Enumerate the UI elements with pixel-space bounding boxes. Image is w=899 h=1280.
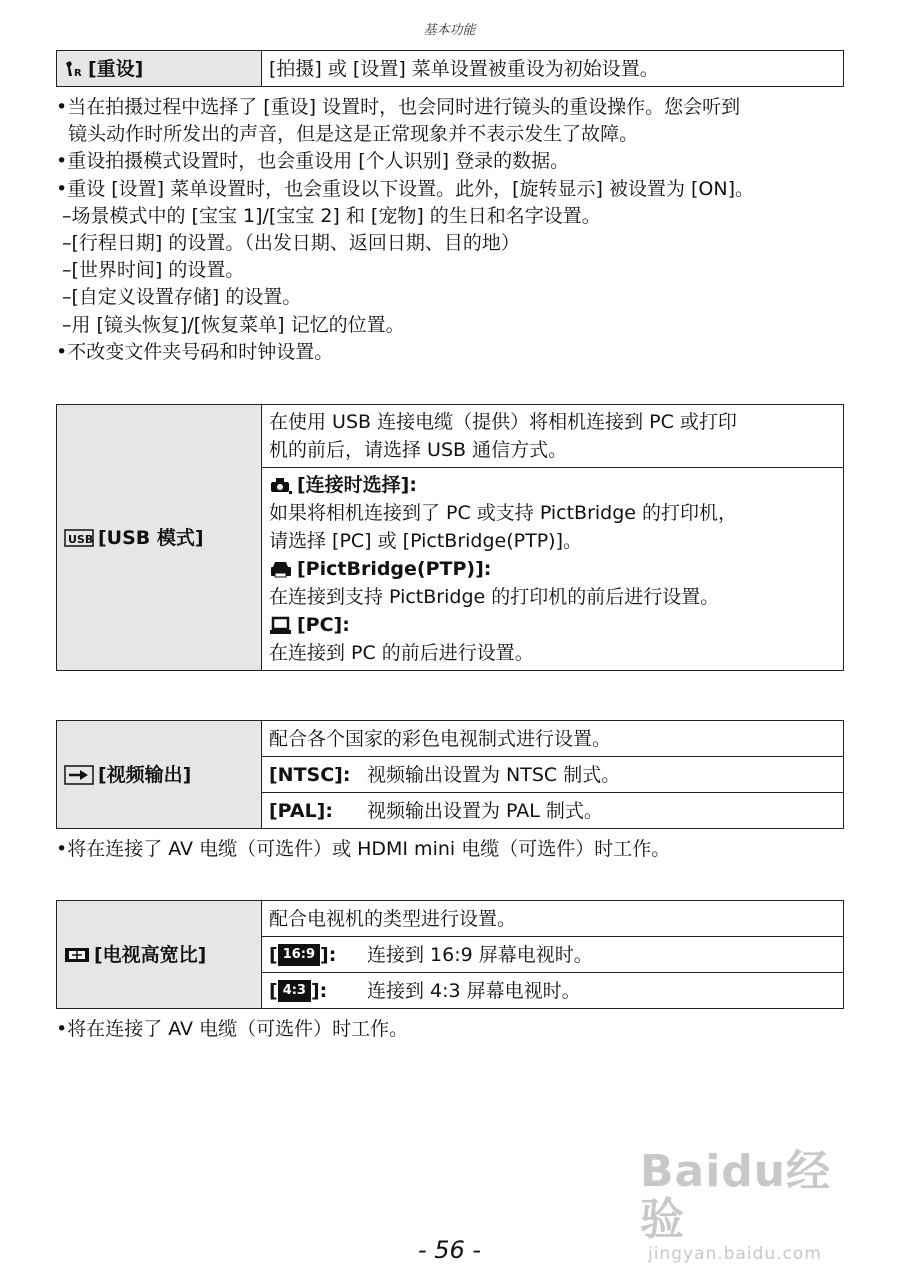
usb-pictbridge-option <box>269 555 836 583</box>
aspect-43-desc: 连接到 4:3 屏幕电视时。 <box>367 979 581 1002</box>
wrench-reset-icon <box>64 60 84 78</box>
pal-label: [PAL]: <box>269 799 333 822</box>
note-line: •重设 [设置] 菜单设置时，也会重设以下设置。此外，[旋转显示] 被设置为 [ON]。 <box>56 177 755 200</box>
ntsc-desc: 视频输出设置为 NTSC 制式。 <box>367 763 621 786</box>
note-line: –[世界时间] 的设置。 <box>62 259 245 282</box>
pc-icon <box>269 616 293 636</box>
watermark-url: jingyan.baidu.com <box>648 1244 822 1264</box>
aspect-169-cell <box>262 937 844 973</box>
usb-pictbridge-desc: 在连接到支持 PictBridge 的打印机的前后进行设置。 <box>269 586 720 608</box>
aspect-label-cell <box>57 901 262 1009</box>
page-number: - 56 - <box>417 1236 482 1264</box>
svg-text:USB: USB <box>68 533 94 546</box>
reset-notes <box>56 94 856 366</box>
video-table <box>56 720 844 829</box>
usb-label-cell <box>57 405 262 671</box>
usb-select-line: 请选择 [PC] 或 [PictBridge(PTP)]。 <box>269 530 582 552</box>
usb-table <box>56 404 844 671</box>
aspect-169-label: [ 16:9 ]: <box>269 943 337 966</box>
usb-desc-line: 机的前后，请选择 USB 通信方式。 <box>269 439 568 461</box>
video-pal-cell <box>262 793 844 829</box>
usb-options-cell <box>262 468 844 671</box>
reset-desc: [拍摄] 或 [设置] 菜单设置被重设为初始设置。 <box>262 51 844 87</box>
aspect-desc: 配合电视机的类型进行设置。 <box>262 901 844 937</box>
note-line: –[自定义设置存储] 的设置。 <box>62 286 302 309</box>
aspect-169-box: 16:9 <box>278 944 320 966</box>
camera-select-icon <box>269 476 293 496</box>
aspect-table <box>56 900 844 1009</box>
usb-desc-cell <box>262 405 844 468</box>
note-line: •当在拍摄过程中选择了 [重设] 设置时，也会同时进行镜头的重设操作。您会听到 <box>56 96 741 118</box>
note-line: •将在连接了 AV 电缆（可选件）或 HDMI mini 电缆（可选件）时工作。 <box>56 838 671 860</box>
note-line: –场景模式中的 [宝宝 1]/[宝宝 2] 和 [宠物] 的生日和名字设置。 <box>62 204 601 227</box>
video-label: [视频输出] <box>98 763 192 786</box>
usb-pictbridge-title: [PictBridge(PTP)]: <box>297 558 492 580</box>
note-line: –用 [镜头恢复]/[恢复菜单] 记忆的位置。 <box>62 313 405 336</box>
reset-table <box>56 50 844 87</box>
reset-label: [重设] <box>88 57 144 80</box>
reset-label-cell <box>57 51 262 87</box>
note-line: •将在连接了 AV 电缆（可选件）时工作。 <box>56 1018 409 1040</box>
page-header: 基本功能 <box>423 23 476 38</box>
aspect-label: [电视高宽比] <box>94 943 207 966</box>
aspect-43-box: 4:3 <box>278 980 311 1002</box>
usb-pc-title: [PC]: <box>297 614 350 636</box>
usb-desc-line: 在使用 USB 连接电缆（提供）将相机连接到 PC 或打印 <box>269 411 737 433</box>
note-line: –[行程日期] 的设置。（出发日期、返回日期、目的地） <box>62 232 520 255</box>
usb-select-line: 如果将相机连接到了 PC 或支持 PictBridge 的打印机， <box>269 502 738 524</box>
pal-desc: 视频输出设置为 PAL 制式。 <box>367 799 603 822</box>
aspect-note <box>56 1016 856 1043</box>
printer-icon <box>269 560 293 580</box>
video-ntsc-cell <box>262 757 844 793</box>
aspect-169-desc: 连接到 16:9 屏幕电视时。 <box>367 943 593 966</box>
usb-icon <box>64 529 94 547</box>
usb-pc-option <box>269 611 836 639</box>
video-label-cell <box>57 721 262 829</box>
note-line: 镜头动作时所发出的声音，但是这是正常现象并不表示发生了故障。 <box>56 123 639 146</box>
svg-text:R: R <box>74 68 82 78</box>
tv-aspect-icon <box>64 945 90 965</box>
note-line: •重设拍摄模式设置时，也会重设用 [个人识别] 登录的数据。 <box>56 150 570 173</box>
usb-select-option <box>269 471 836 499</box>
video-note <box>56 836 856 863</box>
video-desc: 配合各个国家的彩色电视制式进行设置。 <box>262 721 844 757</box>
video-out-icon <box>64 765 94 785</box>
aspect-43-label: [ 4:3 ]: <box>269 979 328 1002</box>
usb-label: [USB 模式] <box>98 526 204 549</box>
aspect-43-cell <box>262 973 844 1009</box>
watermark-brand: Baidu经验 <box>640 1146 832 1245</box>
usb-pc-desc: 在连接到 PC 的前后进行设置。 <box>269 642 534 664</box>
note-line: •不改变文件夹号码和时钟设置。 <box>56 340 334 363</box>
usb-select-title: [连接时选择]: <box>297 474 417 496</box>
ntsc-label: [NTSC]: <box>269 763 351 786</box>
